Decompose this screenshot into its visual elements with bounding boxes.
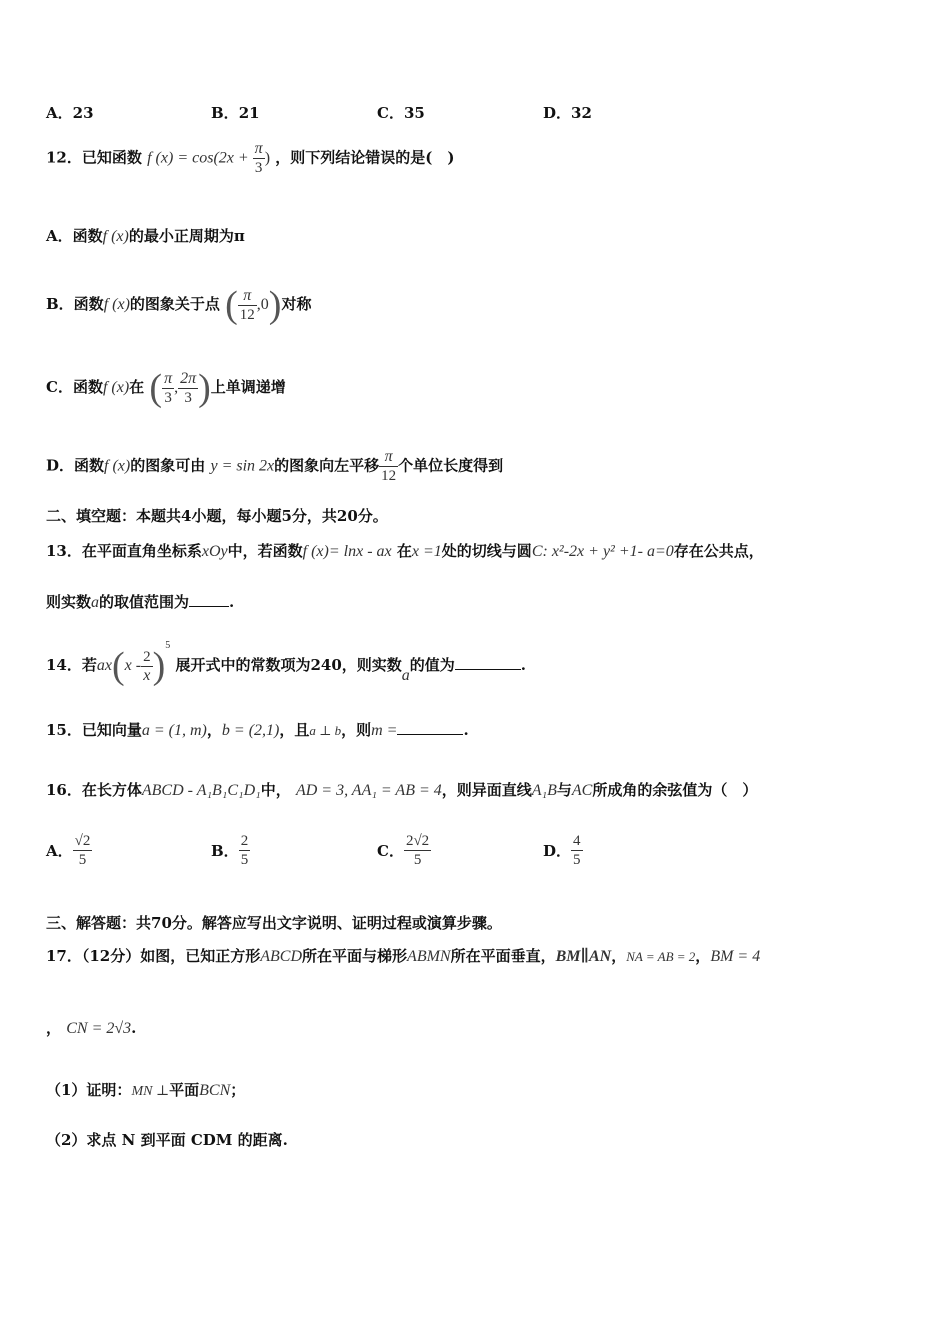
q12-func: f (x) = cos(2x +: [147, 149, 253, 167]
q12-close: ): [264, 149, 271, 167]
q12-stem: [46, 140, 454, 177]
section-2-heading: 二、填空题：本题共4小题，每小题5分，共20分。: [46, 507, 388, 525]
q16-stem: 16．在长方体ABCD - A₁B₁C₁D₁中， AD = 3, AA₁ = AB = 4，则异面直线A₁B与AC所成角的余弦值为（ ）: [46, 781, 758, 799]
section-3-heading: 三、解答题：共70分。解答应写出文字说明、证明过程或演算步骤。: [46, 914, 502, 932]
q11-option-b: B．21: [211, 104, 260, 122]
q16-option-b: B． $\frac{2}{5}$: [211, 833, 249, 868]
q13-blank: [189, 606, 229, 607]
q12-pi-over-3: $\frac{\pi}{3}$: [254, 140, 263, 176]
q12-option-b: B．函数f (x)的图象关于点 ( $\frac{\pi}{12}$ ,0)对称: [46, 284, 312, 326]
q13-line2: 则实数a的取值范围为 .: [46, 593, 235, 611]
q11-option-d: D．32: [543, 104, 592, 122]
q16-option-c: C． $\frac{2√2}{5}$: [377, 833, 430, 868]
q12-option-c: C．函数f (x)在 ( $\frac{\pi}{3}$ , $\frac{2\pi}{3}$ )上单调递增: [46, 367, 286, 409]
q17-part2: （2）求点 N 到平面 CDM 的距离.: [46, 1131, 288, 1149]
q16-option-d: D． $\frac{4}{5}$: [543, 833, 581, 868]
q12-prefix: 12．已知函数: [46, 148, 142, 167]
q15-line: 15．已知向量a = (1, m)，b = (2,1)，且a ⊥ b，则m = .: [46, 721, 469, 739]
q17-line1: 17．（12分）如图，已知正方形ABCD所在平面与梯形ABMN所在平面垂直，BM∥AN，NA = AB = 2，BM = 4: [46, 947, 761, 965]
q14-line: 14．若ax(x - $\frac{2}{x}$ )$^5$ 展开式中的常数项为240，则实数a的值为 .: [46, 640, 527, 687]
q12-option-d: D．函数f (x)的图象可由 y = sin 2x的图象向左平移 $\frac{\pi}{12}$ 个单位长度得到: [46, 448, 504, 484]
q14-blank: [455, 669, 521, 670]
q13-line1: 13．在平面直角坐标系xOy中，若函数f (x)= lnx - ax 在x =1处的切线与圆C: x²-2x + y² +1- a=0存在公共点，: [46, 542, 764, 560]
q16-option-a: A． $\frac{√2}{5}$: [46, 833, 91, 868]
q15-blank: [397, 734, 463, 735]
q17-line2: ， CN = 2√3.: [46, 1019, 137, 1037]
q11-option-c: C．35: [377, 104, 425, 122]
q12-suffix: ，则下列结论错误的是( ): [275, 148, 455, 167]
q12-option-a: A．函数f (x)的最小正周期为π: [46, 227, 245, 245]
q11-option-a: A．23: [46, 104, 94, 122]
q17-part1: （1）证明：MN ⊥平面BCN；: [46, 1081, 246, 1099]
